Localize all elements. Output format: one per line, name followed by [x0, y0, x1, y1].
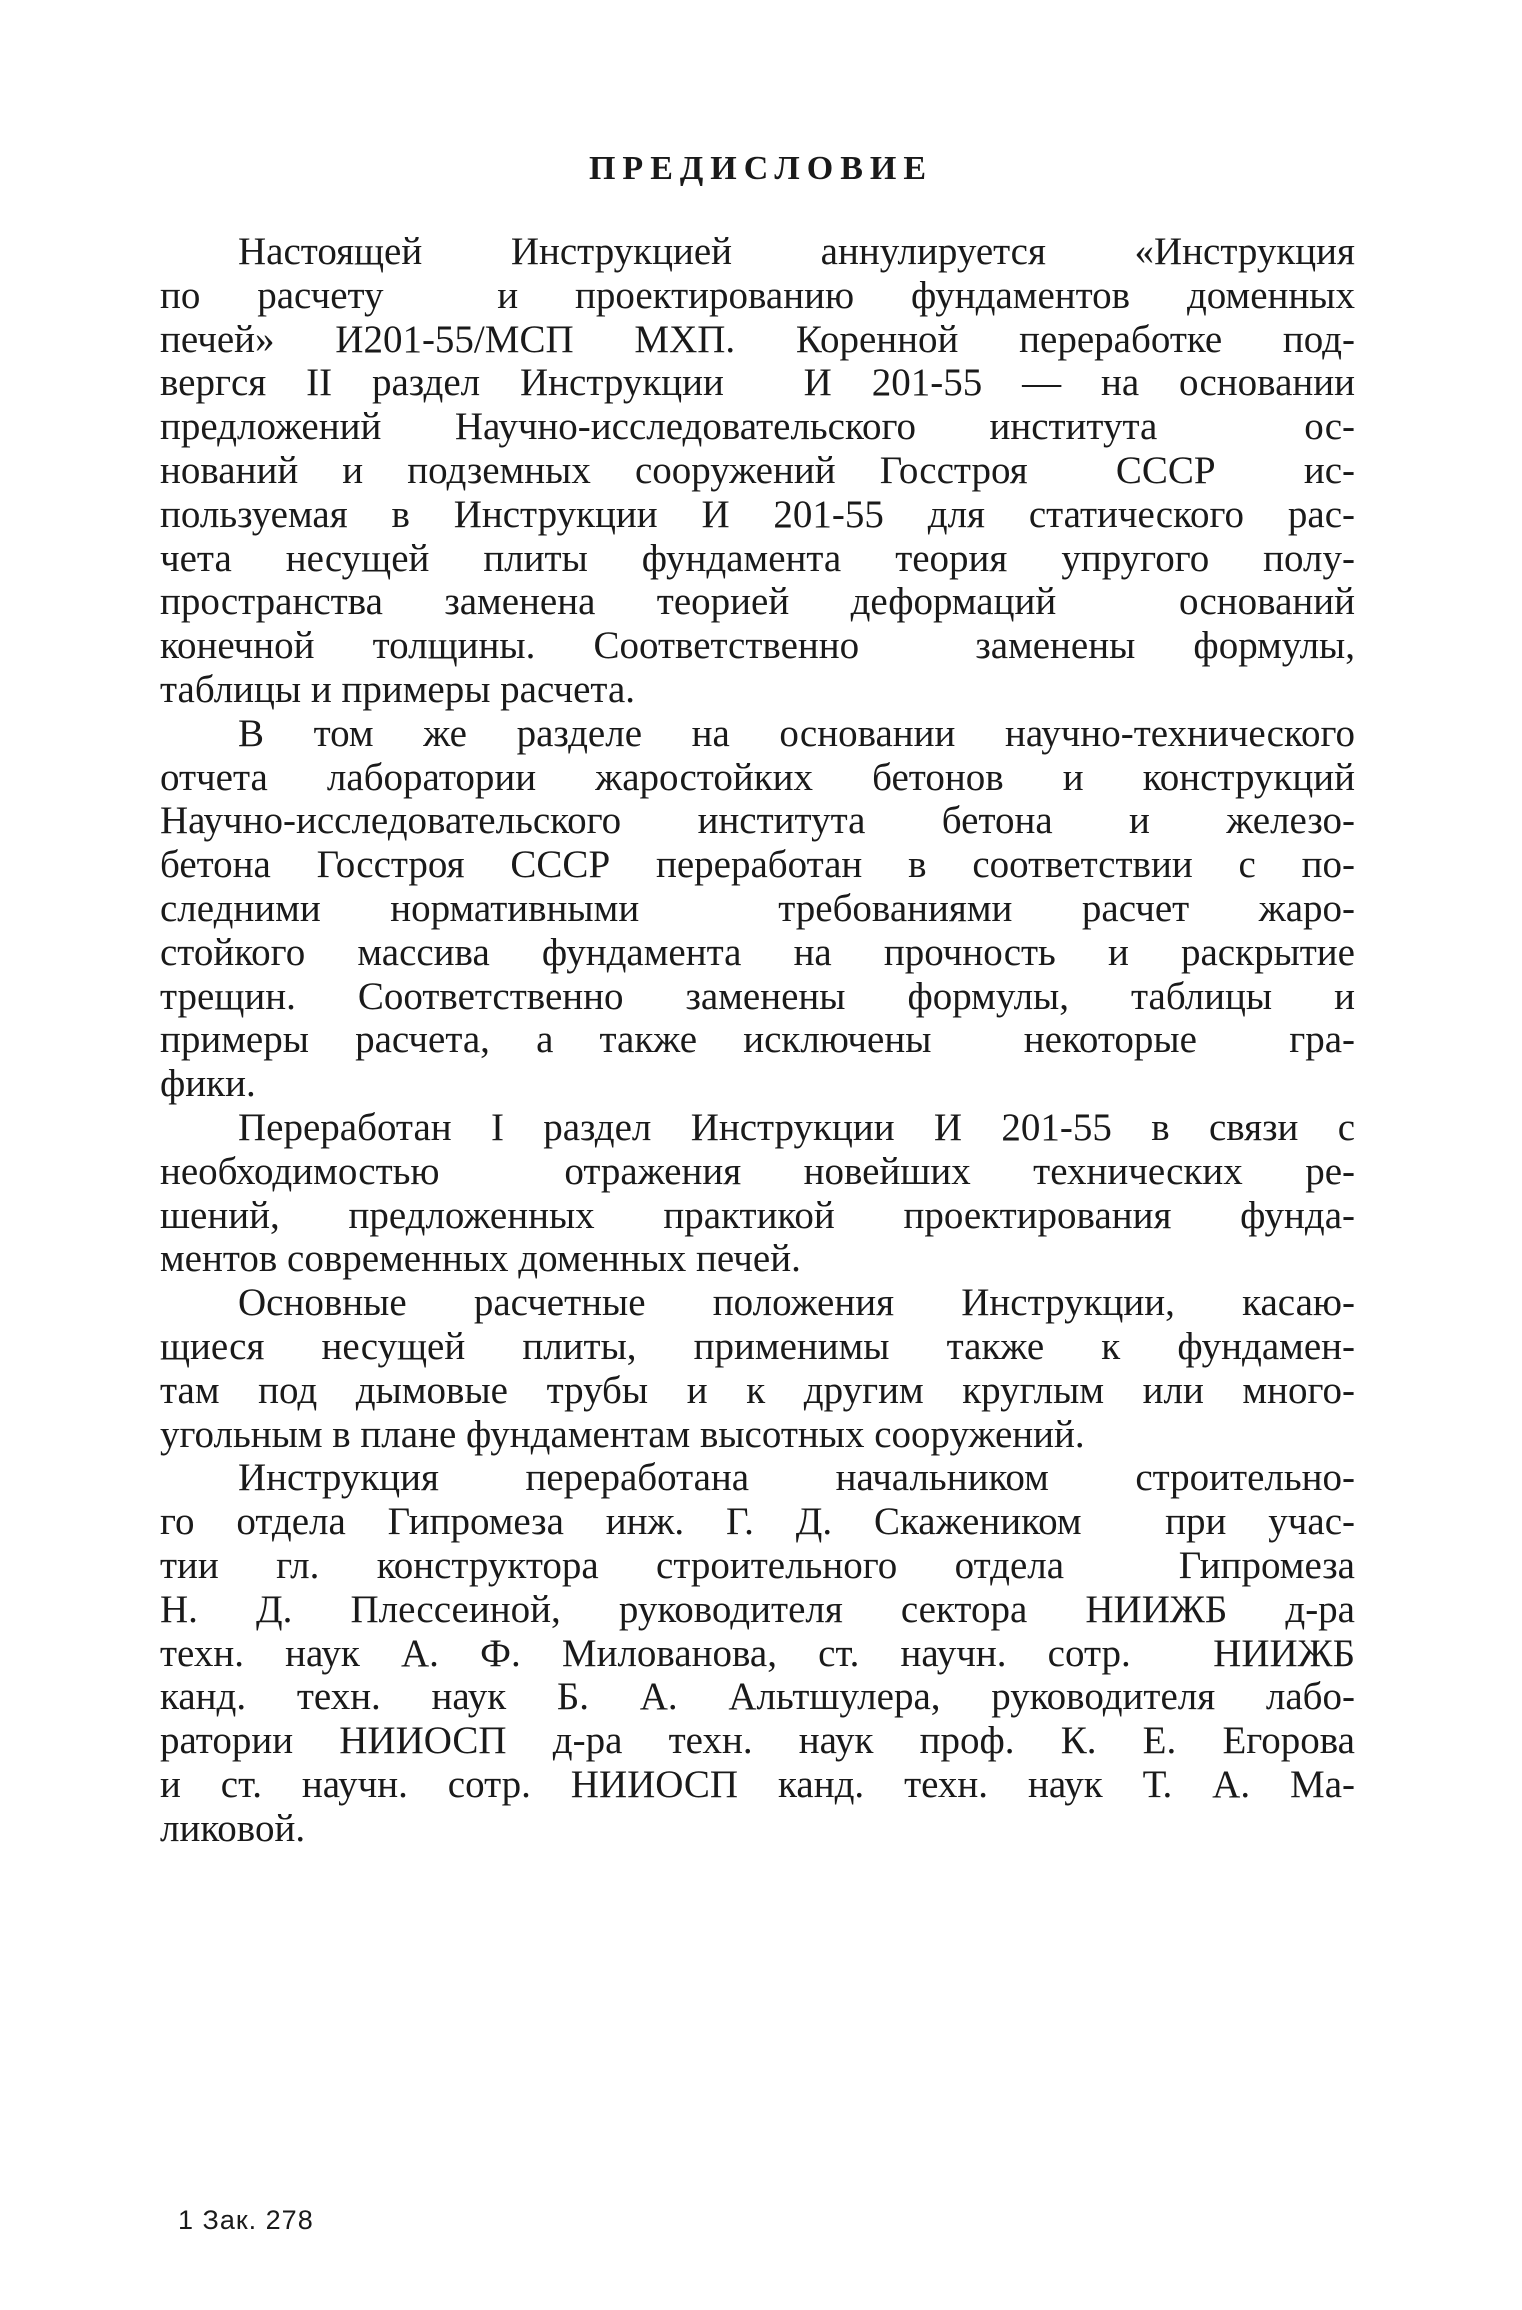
text-line: канд. техн. наук Б. А. Альтшулера, руководителя лабо-	[160, 1675, 1355, 1719]
text-line: таблицы и примеры расчета.	[160, 667, 636, 711]
text-line: по расчету и проектированию фундаментов доменных	[160, 273, 1355, 317]
text-line: Настоящей Инструкцией аннулируется «Инструкция	[238, 230, 1355, 273]
text-line: ратории НИИОСП д-ра техн. наук проф. К. Е. Егорова	[160, 1719, 1355, 1763]
text-line: вергся II раздел Инструкции И 201-55 — на основании	[160, 361, 1355, 405]
text-line: Переработан I раздел Инструкции И 201-55 в связи с	[238, 1105, 1355, 1149]
text-line: трещин. Соответственно заменены формулы, таблицы и	[160, 974, 1355, 1018]
paragraph	[160, 230, 1355, 712]
text-line: бетона Госстроя СССР переработан в соответствии с по-	[160, 843, 1355, 887]
text-line: тии гл. конструктора строительного отдела Гипромеза	[160, 1543, 1355, 1587]
text-line: там под дымовые трубы и к другим круглым или много-	[160, 1368, 1355, 1412]
text-line: предложений Научно-исследовательского института ос-	[160, 405, 1355, 449]
text-line: шений, предложенных практикой проектирования фунда-	[160, 1193, 1355, 1237]
paragraph	[160, 712, 1355, 1106]
text-line: щиеся несущей плиты, применимы также к фундамен-	[160, 1324, 1355, 1368]
printing-order-note: 1 Зак. 278	[178, 2205, 314, 2235]
text-line: пользуемая в Инструкции И 201-55 для статического рас-	[160, 492, 1355, 536]
paragraph	[160, 1281, 1355, 1456]
paragraph	[160, 1106, 1355, 1281]
text-line: примеры расчета, а также исключены некоторые гра-	[160, 1018, 1355, 1062]
text-line: конечной толщины. Соответственно заменены формулы,	[160, 624, 1355, 668]
text-line: отчета лаборатории жаростойких бетонов и конструкций	[160, 755, 1355, 799]
preface-body	[160, 230, 1355, 1850]
text-line: чета несущей плиты фундамента теория упругого полу-	[160, 536, 1355, 580]
text-line: и ст. научн. сотр. НИИОСП канд. техн. наук Т. А. Ма-	[160, 1762, 1355, 1806]
text-line: угольным в плане фундаментам высотных сооружений.	[160, 1412, 1085, 1456]
text-line: ментов современных доменных печей.	[160, 1237, 801, 1281]
text-line: В том же разделе на основании научно-технического	[238, 711, 1355, 755]
text-line: Основные расчетные положения Инструкции, касаю-	[238, 1281, 1355, 1325]
text-line: Н. Д. Плессеиной, руководителя сектора НИИЖБ д-ра	[160, 1587, 1355, 1631]
text-line: необходимостью отражения новейших технических ре-	[160, 1149, 1355, 1193]
text-line: следними нормативными требованиями расчет жаро-	[160, 886, 1355, 930]
text-line: го отдела Гипромеза инж. Г. Д. Скажеником при учас-	[160, 1500, 1355, 1544]
page-title: ПРЕДИСЛОВИЕ	[588, 150, 934, 187]
text-line: Научно-исследовательского института бетона и железо-	[160, 799, 1355, 843]
text-line: фики.	[160, 1062, 256, 1106]
text-line: нований и подземных сооружений Госстроя СССР ис-	[160, 448, 1355, 492]
text-line: печей» И201-55/МСП МХП. Коренной переработке под-	[160, 317, 1355, 361]
text-line: пространства заменена теорией деформаций оснований	[160, 580, 1355, 624]
text-line: Инструкция переработана начальником строительно-	[238, 1456, 1355, 1500]
text-line: ликовой.	[160, 1806, 306, 1850]
paragraph	[160, 1456, 1355, 1850]
text-line: стойкого массива фундамента на прочность и раскрытие	[160, 930, 1355, 974]
text-line: техн. наук А. Ф. Милованова, ст. научн. сотр. НИИЖБ	[160, 1631, 1355, 1675]
